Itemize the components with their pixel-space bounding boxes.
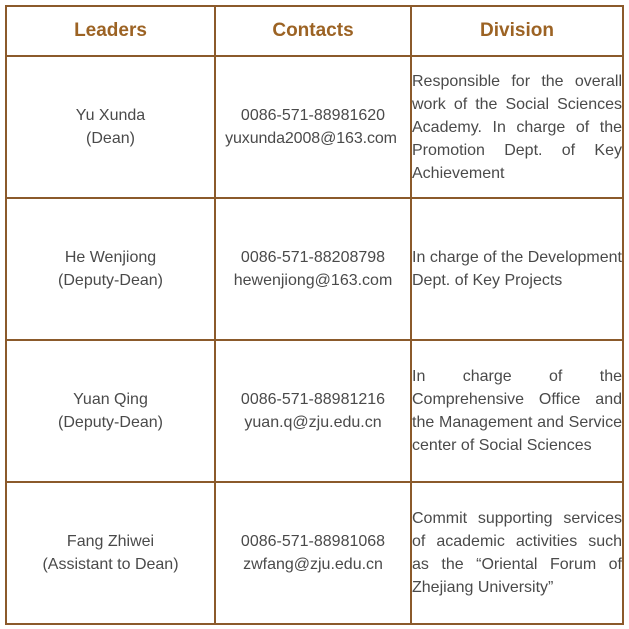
contact-phone: 0086-571-88208798 — [240, 249, 386, 266]
header-contacts: Contacts — [215, 6, 411, 56]
contact-phone: 0086-571-88981068 — [240, 533, 386, 550]
contact-cell — [215, 340, 411, 482]
division-text: In charge of the Development Dept. of Key Projects — [412, 249, 622, 289]
header-division: Division — [411, 6, 623, 56]
division-text: Commit supporting services of academic activities such as the “Oriental Forum of Zhejiang University” — [412, 510, 622, 596]
table-row — [6, 340, 623, 482]
header-row — [6, 6, 623, 56]
division-text: In charge of the Comprehensive Office and the Management and Service center of Social Sciences — [412, 368, 622, 454]
division-cell — [411, 482, 623, 624]
contact-cell — [215, 198, 411, 340]
leader-name: Fang Zhiwei — [66, 533, 155, 550]
division-cell — [411, 340, 623, 482]
division-cell — [411, 198, 623, 340]
table-row — [6, 482, 623, 624]
division-cell — [411, 56, 623, 198]
contact-cell — [215, 56, 411, 198]
leader-cell — [6, 482, 215, 624]
leader-name: Yuan Qing — [73, 391, 148, 408]
division-text: Responsible for the overall work of the Social Sciences Academy. In charge of the Promotion Dept. of Key Achievement — [412, 72, 622, 182]
leader-title: (Assistant to Dean) — [42, 556, 179, 573]
leader-title: (Deputy-Dean) — [58, 414, 163, 431]
leader-cell — [6, 198, 215, 340]
leader-name: He Wenjiong — [64, 249, 157, 266]
contact-email: hewenjiong@163.com — [233, 272, 393, 289]
table-row — [6, 198, 623, 340]
contact-email: zwfang@zju.edu.cn — [243, 556, 383, 573]
leaders-table — [5, 5, 624, 625]
contact-email: yuxunda2008@163.com — [225, 130, 397, 147]
leader-title: (Dean) — [86, 130, 135, 147]
contact-phone: 0086-571-88981216 — [240, 391, 386, 408]
table-row — [6, 56, 623, 198]
leader-title: (Deputy-Dean) — [58, 272, 163, 289]
contact-email: yuan.q@zju.edu.cn — [244, 414, 382, 431]
header-leaders: Leaders — [6, 6, 215, 56]
leader-cell — [6, 56, 215, 198]
leader-name: Yu Xunda — [75, 107, 146, 124]
contact-phone: 0086-571-88981620 — [240, 107, 386, 124]
contact-cell — [215, 482, 411, 624]
leader-cell — [6, 340, 215, 482]
